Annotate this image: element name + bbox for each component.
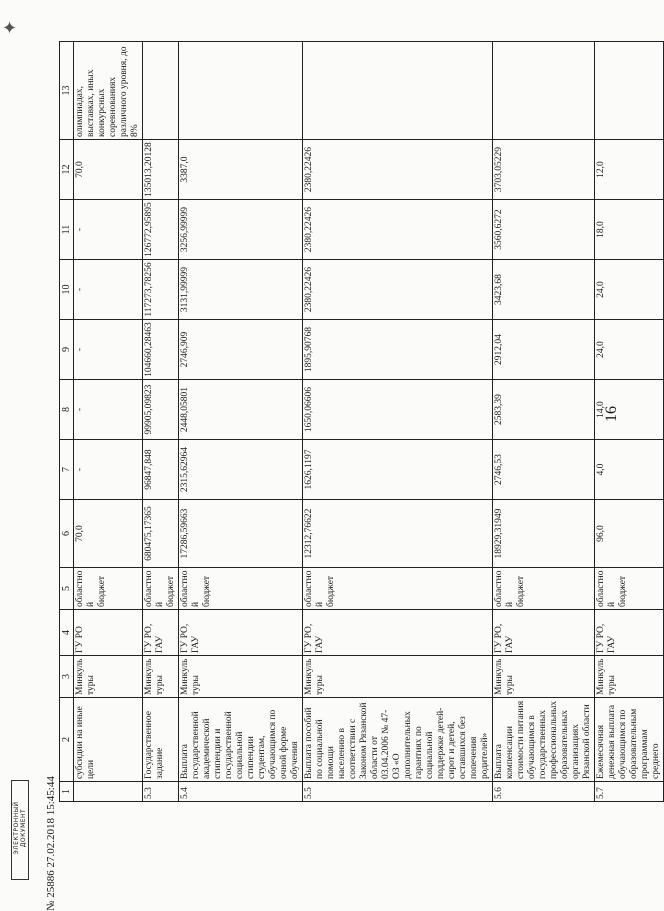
- table-cell: 135013,20128: [143, 140, 179, 200]
- table-cell: 12312,76622: [303, 500, 493, 568]
- table-cell: Минкультуры: [143, 656, 179, 698]
- table-cell: Выплата компенсации стоимости питания обучающимся в государственных профессиональных образовательных организациях Рязанской области: [493, 698, 595, 782]
- table-cell: 117273,78256: [143, 260, 179, 320]
- table-cell: субсидии на иные цели: [74, 698, 143, 782]
- table-header-row: [60, 42, 74, 802]
- table-cell: 96,0: [595, 500, 664, 568]
- table-cell: 3256,99999: [179, 200, 303, 260]
- table-cell: 18929,31949: [493, 500, 595, 568]
- table-cell: [74, 782, 143, 802]
- column-header: 4: [60, 610, 74, 656]
- table-body: [60, 42, 664, 802]
- table-cell: 17286,59663: [179, 500, 303, 568]
- table-cell: областной бюджет: [179, 568, 303, 610]
- table-cell: 2380,22426: [303, 260, 493, 320]
- table-cell: 2315,62964: [179, 440, 303, 500]
- scan-mark: ✦: [2, 18, 18, 38]
- table-cell: -: [74, 440, 143, 500]
- table-cell: [303, 42, 493, 140]
- table-cell: Минкультуры: [74, 656, 143, 698]
- table-cell: ГУ РО, ГАУ: [595, 610, 664, 656]
- table-cell: 12,0: [595, 140, 664, 200]
- table-cell: 5.3: [143, 782, 179, 802]
- table-cell: 680475,17365: [143, 500, 179, 568]
- table-cell: 3560,6272: [493, 200, 595, 260]
- table-cell: областной бюджет: [74, 568, 143, 610]
- table-cell: Минкультуры: [179, 656, 303, 698]
- table-cell: 126772,95895: [143, 200, 179, 260]
- column-header: 6: [60, 500, 74, 568]
- table-cell: -: [74, 260, 143, 320]
- column-header: 3: [60, 656, 74, 698]
- table-cell: 2448,05801: [179, 380, 303, 440]
- table-cell: областной бюджет: [303, 568, 493, 610]
- table-cell: 104660,28463: [143, 320, 179, 380]
- table-cell: 2380,22426: [303, 140, 493, 200]
- table-cell: областной бюджет: [595, 568, 664, 610]
- table-cell: Минкультуры: [595, 656, 664, 698]
- table-cell: 1895,90768: [303, 320, 493, 380]
- table-cell: Государственное задание: [143, 698, 179, 782]
- table-row: [179, 42, 303, 802]
- page-number: 16: [603, 406, 620, 422]
- table-cell: -: [74, 380, 143, 440]
- table-row: [303, 42, 493, 802]
- table-cell: 1626,1197: [303, 440, 493, 500]
- column-header: 7: [60, 440, 74, 500]
- column-header: 9: [60, 320, 74, 380]
- table-cell: 3387,0: [179, 140, 303, 200]
- table-cell: олимпиадах, выставках, иных конкурсных соревнованиях различного уровня, до 8%: [74, 42, 143, 140]
- table-cell: ГУ РО, ГАУ: [179, 610, 303, 656]
- table-cell: Выплата государственной академической стипендии и государственной социальной стипендии студентам, обучающимся по очной форме обучения: [179, 698, 303, 782]
- column-header: 2: [60, 698, 74, 782]
- table-cell: Минкультуры: [493, 656, 595, 698]
- table-cell: 96847,848: [143, 440, 179, 500]
- table-cell: 4,0: [595, 440, 664, 500]
- table-cell: [493, 42, 595, 140]
- table-cell: 5.5: [303, 782, 493, 802]
- column-header: 8: [60, 380, 74, 440]
- table-cell: Минкультуры: [303, 656, 493, 698]
- table-cell: 24,0: [595, 260, 664, 320]
- table-cell: 5.4: [179, 782, 303, 802]
- table-row: [143, 42, 179, 802]
- table-cell: 99905,09823: [143, 380, 179, 440]
- table-cell: 70,0: [74, 500, 143, 568]
- column-header: 13: [60, 42, 74, 140]
- table-cell: 2380,22426: [303, 200, 493, 260]
- column-header: 12: [60, 140, 74, 200]
- table-row: [74, 42, 143, 802]
- table-cell: ГУ РО: [74, 610, 143, 656]
- table-cell: 3131,99999: [179, 260, 303, 320]
- table-cell: 70,0: [74, 140, 143, 200]
- table-cell: 2746,909: [179, 320, 303, 380]
- table-cell: 5.7: [595, 782, 664, 802]
- table-cell: ГУ РО, ГАУ: [303, 610, 493, 656]
- table-cell: 3703,05229: [493, 140, 595, 200]
- program-table: [59, 41, 664, 802]
- table-cell: 24,0: [595, 320, 664, 380]
- table-row: [493, 42, 595, 802]
- column-header: 10: [60, 260, 74, 320]
- table-cell: -: [74, 320, 143, 380]
- column-header: 1: [60, 782, 74, 802]
- table-cell: Ежемесячная денежная выплата обучающимся по образовательным программам среднего: [595, 698, 664, 782]
- electronic-stamp: [11, 780, 31, 880]
- table-cell: ГУ РО, ГАУ: [143, 610, 179, 656]
- stamp-text: ЭЛЕКТРОННЫЙ ДОКУМЕНТ: [13, 801, 27, 855]
- column-header: 5: [60, 568, 74, 610]
- table-cell: 2746,53: [493, 440, 595, 500]
- table-cell: областной бюджет: [493, 568, 595, 610]
- table-cell: 3423,68: [493, 260, 595, 320]
- table-row: [595, 42, 664, 802]
- table-cell: 18,0: [595, 200, 664, 260]
- registration-number: № 25886 27.02.2018 15:45:44: [45, 776, 57, 911]
- table-cell: 2912,04: [493, 320, 595, 380]
- table-cell: 2583,39: [493, 380, 595, 440]
- table-cell: 5.6: [493, 782, 595, 802]
- column-header: 11: [60, 200, 74, 260]
- table-cell: [179, 42, 303, 140]
- table-cell: [143, 42, 179, 140]
- table-cell: областной бюджет: [143, 568, 179, 610]
- table-cell: [595, 42, 664, 140]
- table-cell: 1650,06606: [303, 380, 493, 440]
- table-cell: ГУ РО, ГАУ: [493, 610, 595, 656]
- table-cell: Выплата пособий по социальной помощи населению в соответствии с Законом Рязанской области от 03.04.2006 № 47-ОЗ «О дополнительных гарантиях по социальной поддержке детей-сирот и детей, оставшихся без попечения родителей»: [303, 698, 493, 782]
- table-cell: 14,0: [595, 380, 664, 440]
- table-cell: -: [74, 200, 143, 260]
- rotated-table-area: [59, 42, 661, 802]
